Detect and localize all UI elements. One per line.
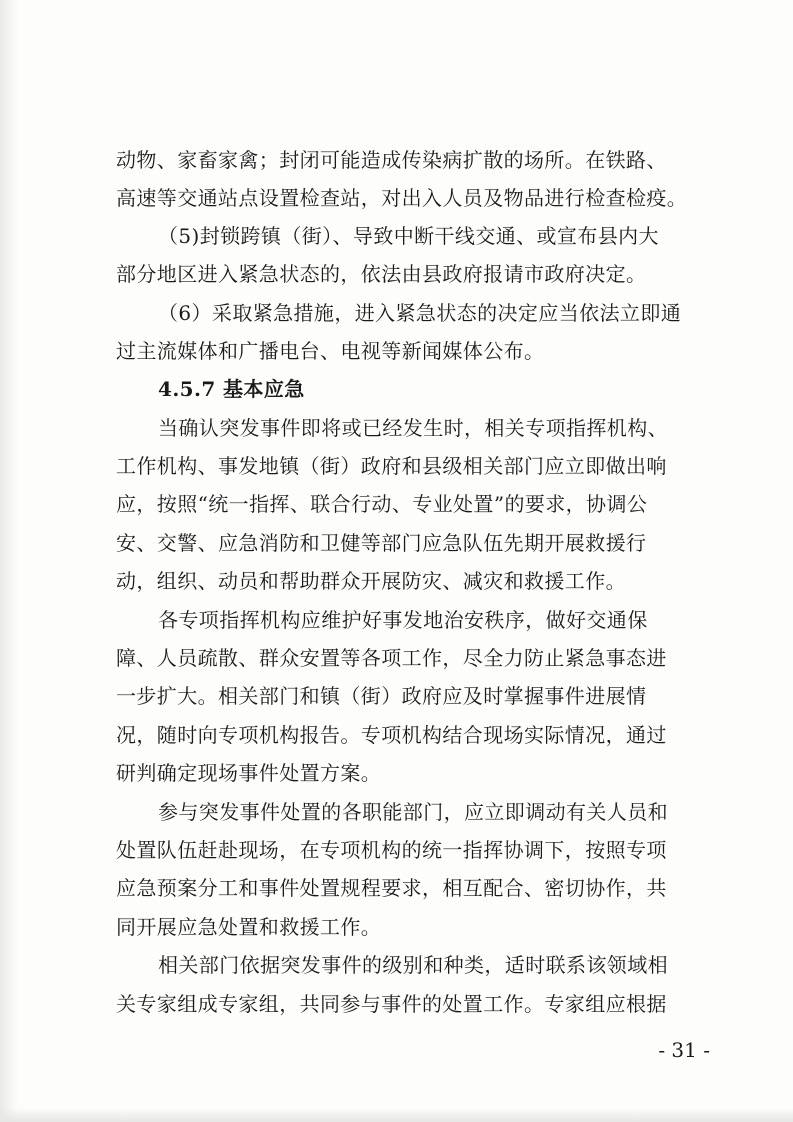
text-line: 高速等交通站点设置检查站，对出入人员及物品进行检查检疫。 [116,186,688,210]
text-line: 各专项指挥机构应维护好事发地治安秩序，做好交通保 [158,608,648,632]
text-line: 研判确定现场事件处置方案。 [116,761,382,785]
text-line: 关专家组成专家组，共同参与事件的处置工作。专家组应根据 [116,992,667,1016]
text-line: 部分地区进入紧急状态的，依法由县政府报请市政府决定。 [116,262,647,286]
text-line: 参与突发事件处置的各职能部门，应立即调动有关人员和 [158,800,668,824]
text-line: 况，随时向专项机构报告。专项机构结合现场实际情况，通过 [116,723,667,747]
text-line: 动物、家畜家禽；封闭可能造成传染病扩散的场所。在铁路、 [116,148,667,172]
scan-edge-bottom [0,1108,793,1122]
text-line: 当确认突发事件即将或已经发生时，相关专项指挥机构、 [158,416,668,440]
text-line: 一步扩大。相关部门和镇（街）政府应及时掌握事件进展情 [116,684,647,708]
scan-edge-left [0,0,18,1122]
text-line: 安、交警、应急消防和卫健等部门应急队伍先期开展救援行 [116,531,647,555]
text-line: （6）采取紧急措施，进入紧急状态的决定应当依法立即通 [158,301,682,325]
text-line: 工作机构、事发地镇（街）政府和县级相关部门应立即做出响 [116,454,667,478]
section-heading: 4.5.7 基本应急 [158,377,305,401]
text-line: 同开展应急处置和救援工作。 [116,915,382,939]
text-line: 应，按照“统一指挥、联合行动、专业处置”的要求，协调公 [116,492,648,516]
text-line: 过主流媒体和广播电台、电视等新闻媒体公布。 [116,339,545,363]
page-number: - 31 - [658,1038,710,1062]
text-line: （5)封锁跨镇（街）、导致中断干线交通、或宣布县内大 [158,224,659,248]
text-line: 应急预案分工和事件处置规程要求，相互配合、密切协作，共 [116,876,667,900]
text-line: 障、人员疏散、群众安置等各项工作，尽全力防止紧急事态进 [116,646,667,670]
text-line: 处置队伍赶赴现场，在专项机构的统一指挥协调下，按照专项 [116,838,667,862]
text-line: 相关部门依据突发事件的级别和种类，适时联系该领域相 [158,953,668,977]
text-line: 动，组织、动员和帮助群众开展防灾、减灾和救援工作。 [116,569,626,593]
